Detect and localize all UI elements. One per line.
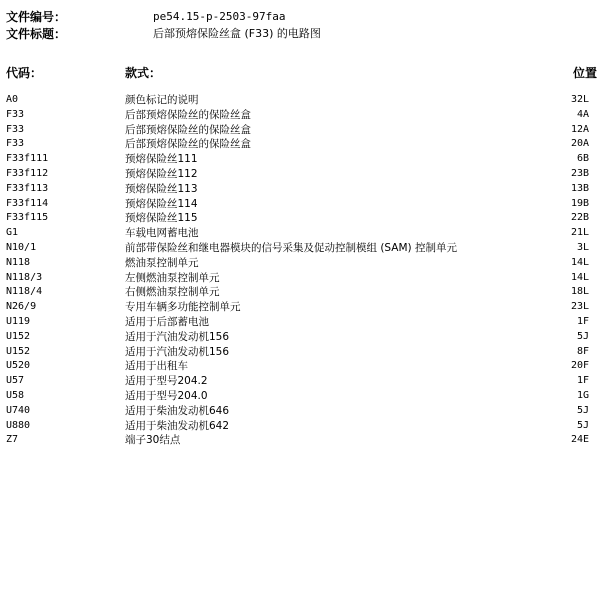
row-position: 20A [570,138,589,150]
column-header-position: 位置 [572,66,597,80]
row-code: N118 [6,256,31,268]
row-description: 预熔保险丝113 [125,182,198,195]
row-position: 14L [570,271,589,283]
row-description: 适用于出租车 [125,360,188,373]
row-description: 适用于型号204.0 [125,389,208,402]
row-code: F33 [6,138,25,150]
row-code: F33 [6,123,25,135]
row-position: 13B [570,182,589,194]
table-row [0,404,601,419]
row-description: 预熔保险丝115 [125,212,198,225]
table-row [0,389,601,404]
row-position: 19B [570,197,589,209]
row-description: 适用于型号204.2 [125,375,208,388]
row-description: 适用于柴油发动机642 [125,419,230,432]
row-code: F33f113 [6,182,49,194]
table-row [0,374,601,389]
row-position: 3L [576,241,589,253]
row-description: 前部带保险丝和继电器模块的信号采集及促动控制模组 (SAM) 控制单元 [125,241,457,254]
row-description: 端子30结点 [125,434,181,447]
row-description: 右侧燃油泵控制单元 [125,286,220,299]
row-description: 后部预熔保险丝的保险丝盒 [125,123,251,136]
doc-title-value: 后部预熔保险丝盒 (F33) 的电路图 [153,27,321,40]
table-row [0,300,601,315]
row-description: 预熔保险丝112 [125,167,198,180]
table-row [0,241,601,256]
row-code: U57 [6,375,25,387]
row-code: F33f112 [6,167,49,179]
doc-number-value: pe54.15-p-2503-97faa [153,10,286,23]
row-description: 后部预熔保险丝的保险丝盒 [125,138,251,151]
row-position: 1F [576,315,589,327]
table-row [0,285,601,300]
row-code: A0 [6,94,19,105]
row-code: U119 [6,315,31,327]
row-position: 1G [576,389,589,401]
row-code: N118/4 [6,286,43,298]
table-row [0,93,601,108]
row-code: U58 [6,389,25,401]
table-row [0,152,601,167]
table-row [0,419,601,434]
row-code: U880 [6,419,31,431]
table-row [0,197,601,212]
row-description: 适用于汽油发动机156 [125,345,230,358]
row-position: 4A [576,108,589,120]
row-position: 14L [570,256,589,268]
row-code: F33f114 [6,197,49,209]
row-position: 21L [570,227,589,239]
row-code: F33f115 [6,212,49,224]
row-code: G1 [6,227,19,239]
table-row [0,123,601,138]
row-description: 适用于汽油发动机156 [125,330,230,343]
row-position: 20F [570,360,589,372]
table-row [0,256,601,271]
row-code: U152 [6,330,31,342]
row-code: U152 [6,345,31,357]
row-description: 车载电网蓄电池 [125,227,199,240]
row-description: 左侧燃油泵控制单元 [125,271,220,284]
table-row [0,359,601,374]
row-position: 8F [576,345,589,357]
row-position: 5J [576,330,589,342]
table-row [0,167,601,182]
column-header-code: 代码： [6,66,43,80]
row-description: 后部预熔保险丝的保险丝盒 [125,108,251,121]
row-position: 6B [576,153,589,165]
row-code: U740 [6,404,31,416]
row-code: N26/9 [6,301,37,313]
row-code: F33f111 [6,153,49,165]
row-position: 32L [570,94,589,105]
row-position: 5J [576,404,589,416]
row-description: 预熔保险丝111 [125,153,198,166]
row-description: 专用车辆多功能控制单元 [125,301,241,314]
row-code: N10/1 [6,241,37,253]
row-code: Z7 [6,434,19,446]
row-position: 5J [576,419,589,431]
row-description: 颜色标记的说明 [125,94,199,106]
table-row [0,315,601,330]
row-code: F33 [6,108,25,120]
row-position: 23L [570,301,589,313]
component-table [0,93,601,448]
row-position: 24E [570,434,589,446]
table-row [0,345,601,360]
table-row [0,226,601,241]
table-row [0,271,601,286]
row-position: 12A [570,123,589,135]
table-row [0,137,601,152]
row-description: 预熔保险丝114 [125,197,198,210]
row-position: 18L [570,286,589,298]
table-row [0,330,601,345]
table-row [0,182,601,197]
row-description: 适用于后部蓄电池 [125,315,209,328]
doc-number-label: 文件编号： [6,10,67,24]
table-row [0,433,601,448]
table-row [0,211,601,226]
row-position: 1F [576,375,589,387]
doc-title-label: 文件标题： [6,27,67,41]
row-position: 23B [570,167,589,179]
row-description: 适用于柴油发动机646 [125,404,230,417]
row-code: N118/3 [6,271,43,283]
column-header-description: 款式： [125,66,162,80]
row-code: U520 [6,360,31,372]
table-row [0,108,601,123]
row-description: 燃油泵控制单元 [125,256,199,269]
row-position: 22B [570,212,589,224]
